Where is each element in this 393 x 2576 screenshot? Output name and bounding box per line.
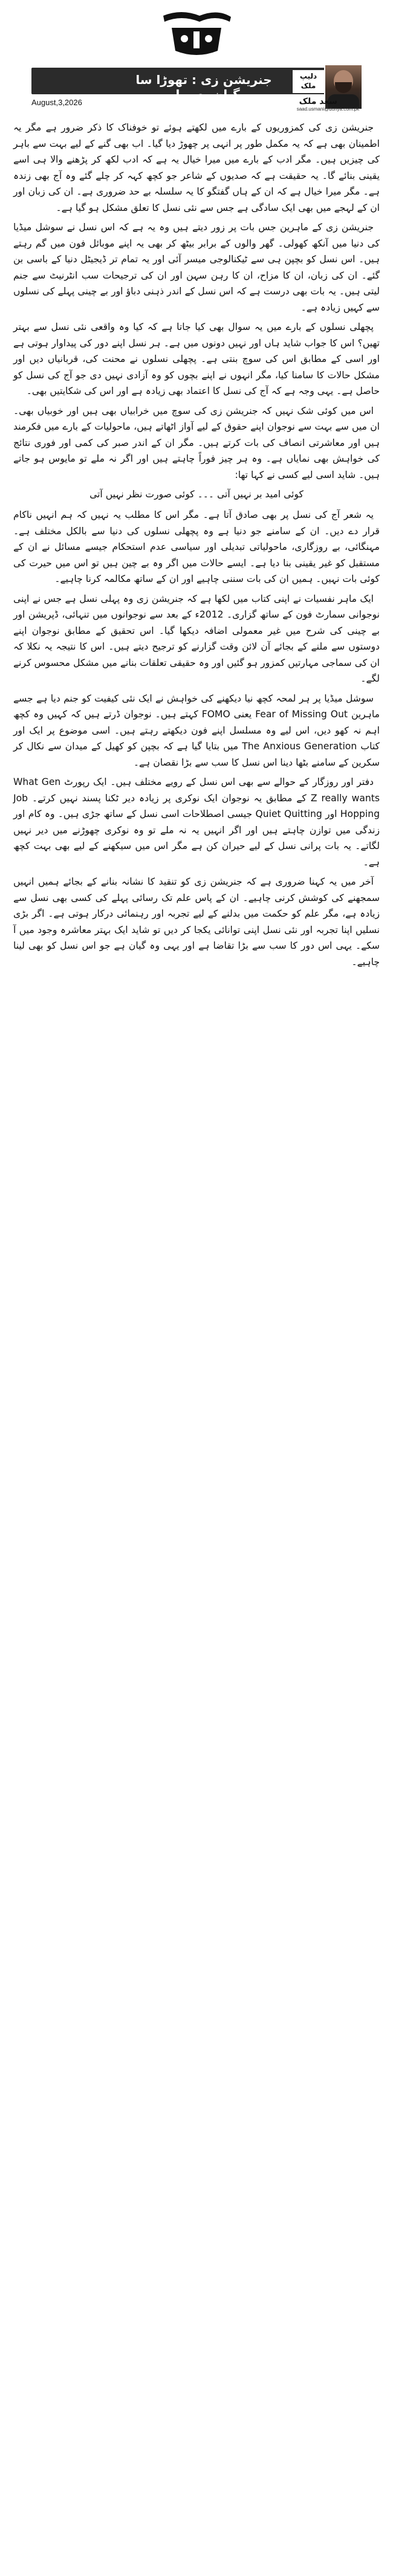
brand-line-1: دلیپ [299,72,317,80]
article-paragraph: دفتر اور روزگار کے حوالے سے بھی اس نسل کے رویے مختلف ہیں۔ ایک رپورٹ What Gen Z really wants کے مطابق یہ نوجوان ایک نوکری پر زیادہ دیر ٹکنا پسند نہیں کرتے۔ Job Hopping اور Quiet Quitting جیسی اصطلاحات اسی نسل کے ساتھ جڑی ہیں۔ وہ کام اور زندگی میں توازن چاہتے ہیں اور اگر انہیں یہ نہ ملے تو وہ نوکری چھوڑنے میں دیر نہیں لگاتے۔ یہ بات پرانی نسل کے لیے حیران کن ہے مگر اس میں سیکھنے کے لیے بھی بہت کچھ ہے۔ [13,776,380,868]
article-paragraph: پچھلی نسلوں کے بارے میں یہ سوال بھی کیا جاتا ہے کہ کیا وہ واقعی نئی نسل سے بہتر تھیں؟ اس کا جواب شاید ہاں اور نہیں دونوں میں ہے۔ ہر نسل اپنے دور کی پیداوار ہوتی ہے اور اسی کے مطابق اس کی سوچ بنتی ہے۔ پچھلی نسلوں نے محنت کی، قربانیاں دیں اور مشکل حالات کا سامنا کیا، مگر انہوں نے اپنے بچوں کو وہ آزادی نہیں دی جو آج کی نسل کو حاصل ہے۔ یہی وجہ ہے کہ آج کی نسل کا اعتماد بھی زیادہ ہے اور اس کی شکایتیں بھی۔ [13,321,380,396]
byline [31,97,362,112]
article-paragraph: یہ شعر آج کی نسل پر بھی صادق آتا ہے۔ مگر اس کا مطلب یہ نہیں کہ ہم انہیں ناکام قرار دے دیں۔ ان کے سامنے جو دنیا ہے وہ پچھلی نسلوں کی دنیا سے بالکل مختلف ہے۔ مہنگائی، بے روزگاری، ماحولیاتی تبدیلی اور سیاسی عدم استحکام جیسے مسائل نے ان کے مستقبل کو غیر یقینی بنا دیا ہے۔ ایسے حالات میں اگر وہ بے چین ہیں تو اس میں حیرت کی کوئی بات نہیں۔ ہمیں ان کی بات سننی چاہیے اور ان کے ساتھ مکالمہ کرنا چاہیے۔ [13,509,380,584]
publish-date: August,3,2026 [31,98,82,107]
author-email: saad.usmani@dunya.com.pk [296,106,359,112]
dunya-logo-icon [0,4,393,64]
author-name: سعد ملک [299,97,337,106]
brand-line-2: ملک [300,82,316,90]
article-verse: کوئی امید بر نہیں آتی ۔۔۔ کوئی صورت نظر نہیں آتی [89,489,304,500]
article-paragraph: آخر میں یہ کہنا ضروری ہے کہ جنریشن زی کو تنقید کا نشانہ بنانے کے بجائے ہمیں انہیں سمجھنے کی کوشش کرنی چاہیے۔ ان کے پاس علم تک رسائی پہلے کی کسی بھی نسل سے زیادہ ہے، مگر علم کو حکمت میں بدلنے کے لیے تجربہ اور رہنمائی درکار ہوتی ہے۔ اگر بڑی نسلیں اپنا تجربہ اور نئی نسل اپنی توانائی یکجا کر دیں تو شاید ایک بہتر معاشرہ وجود میں آ سکے۔ یہی اس دور کا سب سے بڑا تقاضا ہے اور یہی وہ گیان ہے جو اس نسل کو بھی لینا چاہیے۔ [13,876,380,967]
brand-badge [293,70,324,93]
newspaper-logo [0,4,393,64]
article-paragraph: ایک ماہر نفسیات نے اپنی کتاب میں لکھا ہے کہ جنریشن زی وہ پہلی نسل ہے جس نے اپنی نوجوانی سمارٹ فون کے ساتھ گزاری۔ 2012ء کے بعد سے نوجوانوں میں تنہائی، ڈپریشن اور بے چینی کی شرح میں غیر معمولی اضافہ دیکھا گیا۔ اس تحقیق کے مطابق نوجوان اپنے دوستوں سے ملنے کے بجائے آن لائن وقت گزارنے کو ترجیح دیتے ہیں۔ اس کا نتیجہ یہ نکلا کہ ان کی سماجی مہارتیں کمزور ہو گئیں اور وہ حقیقی تعلقات بنانے میں مشکل محسوس کرنے لگے۔ [13,593,380,684]
article-paragraph: جنریشن زی کے ماہرین جس بات پر زور دیتے ہیں وہ یہ ہے کہ اس نسل نے سوشل میڈیا کی دنیا میں آنکھ کھولی۔ گھر والوں کے برابر بیٹھ کر بھی یہ اپنے موبائل فون میں گم رہتے ہیں۔ اس نسل کو بچپن ہی سے ٹیکنالوجی میسر آئی اور یہ تمام تر ڈیجیٹل دنیا کے باسی بن گئے۔ ان کی زبان، ان کا مزاح، ان کا رہن سہن اور ان کی ترجیحات سب انٹرنیٹ سے جنم لیتی ہیں۔ یہ بات بھی درست ہے کہ اس نسل کے اندر ذہنی دباؤ اور بے چینی پہلے کی نسلوں سے کہیں زیادہ ہے۔ [13,222,380,313]
column-title: جنریشن زی : تھوڑا سا گیان بھی لو [135,73,272,102]
article-body [13,120,380,973]
article-paragraph: جنریشن زی کی کمزوریوں کے بارے میں لکھتے ہوئے تو خوفناک کا ذکر ضرور ہے مگر یہ اطمینان بھی ہے کہ یہ مکمل طور پر انہی پر چھوڑ دیا گیا۔ اب بھی گنے کے لیے بہت سے باہر کی چیزیں ہیں۔ مگر ادب کے بارے میں میرا خیال یہ ہے کہ ادب لکھ کر پڑھنے والا ہی اسے یقینی بنائے گا۔ یہ حقیقت ہے کہ صدیوں کے شاعر جو کچھ کہہ کر چلے گئے وہ آج بھی زندہ ہے۔ مگر میرا خیال ہے کہ ان کے ہاں گفتگو کا یہ سلسلہ بے حد ضروری ہے۔ ان کی زبان اور ان کے لہجے میں بھی ایک سادگی ہے جس سے نئی نسل کا تعلق مشکل ہو گیا ہے۔ [13,122,380,213]
article-paragraph: اس میں کوئی شک نہیں کہ جنریشن زی کی سوچ میں خرابیاں بھی ہیں اور خوبیاں بھی۔ ان میں سے بہت سے نوجوان اپنے حقوق کے لیے آواز اٹھاتے ہیں، ماحولیات کے بارے میں فکرمند ہیں اور معاشرتی انصاف کی بات کرتے ہیں۔ مگر ان کے اندر صبر کی کمی اور فوری نتائج کی خواہش بھی نمایاں ہے۔ وہ ہر چیز فوراً چاہتے ہیں اور اگر نہ ملے تو مایوس ہو جاتے ہیں۔ شاید اسی لیے کسی نے کہا تھا: [13,405,380,480]
article-paragraph: سوشل میڈیا پر ہر لمحہ کچھ نیا دیکھنے کی خواہش نے ایک نئی کیفیت کو جنم دیا ہے جسے ماہرین Fear of Missing Out یعنی FOMO کہتے ہیں۔ نوجوان ڈرتے ہیں کہ کہیں وہ کچھ اہم نہ کھو دیں، اس لیے وہ مسلسل اپنے فون دیکھتے رہتے ہیں۔ اسی موضوع پر ایک اور کتاب The Anxious Generation میں بتایا گیا ہے کہ بچپن کو کھیل کے میدان سے نکال کر سکرین کے سامنے بٹھا دینا اس نسل کا سب سے بڑا نقصان ہے۔ [13,692,380,768]
